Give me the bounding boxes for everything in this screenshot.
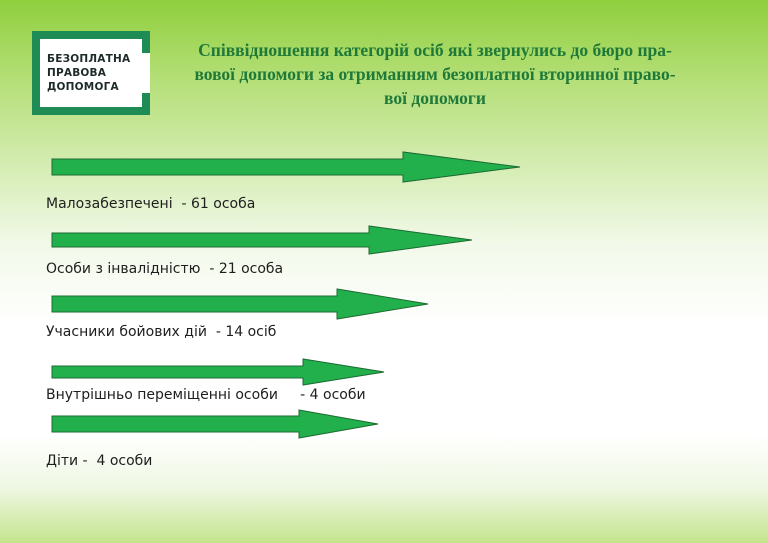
category-label-combatants: Учасники бойових дій - 14 осіб (46, 324, 277, 340)
logo-line: ДОПОМОГА (47, 81, 119, 93)
title-line: вої допомоги (384, 88, 486, 108)
arrow-children (51, 409, 381, 439)
category-label-idp: Внутрішньо переміщенні особи - 4 особи (46, 387, 366, 403)
title-line: Співвідношення категорій осіб які звернулись до бюро пра- (198, 40, 672, 60)
logo-line: БЕЗОПЛАТНА (47, 53, 131, 65)
logo-line: ПРАВОВА (47, 67, 107, 79)
arrow-shape (52, 152, 520, 182)
arrow-shape (52, 289, 428, 319)
arrow-combatants (51, 288, 431, 320)
title-line: вової допомоги за отриманням безоплатної вторинної право- (194, 64, 676, 84)
arrow-low-income (51, 151, 523, 183)
arrow-idp (51, 358, 387, 386)
arrow-disability (51, 225, 475, 255)
arrow-shape (52, 226, 472, 254)
arrow-shape (52, 410, 378, 438)
arrow-shape (52, 359, 384, 385)
logo-text (47, 52, 130, 94)
category-label-low-income: Малозабезпечені - 61 особа (46, 196, 256, 212)
logo (32, 31, 150, 115)
category-label-disability: Особи з інвалідністю - 21 особа (46, 261, 284, 277)
category-label-children: Діти - 4 особи (46, 453, 153, 469)
page-title (155, 38, 715, 110)
